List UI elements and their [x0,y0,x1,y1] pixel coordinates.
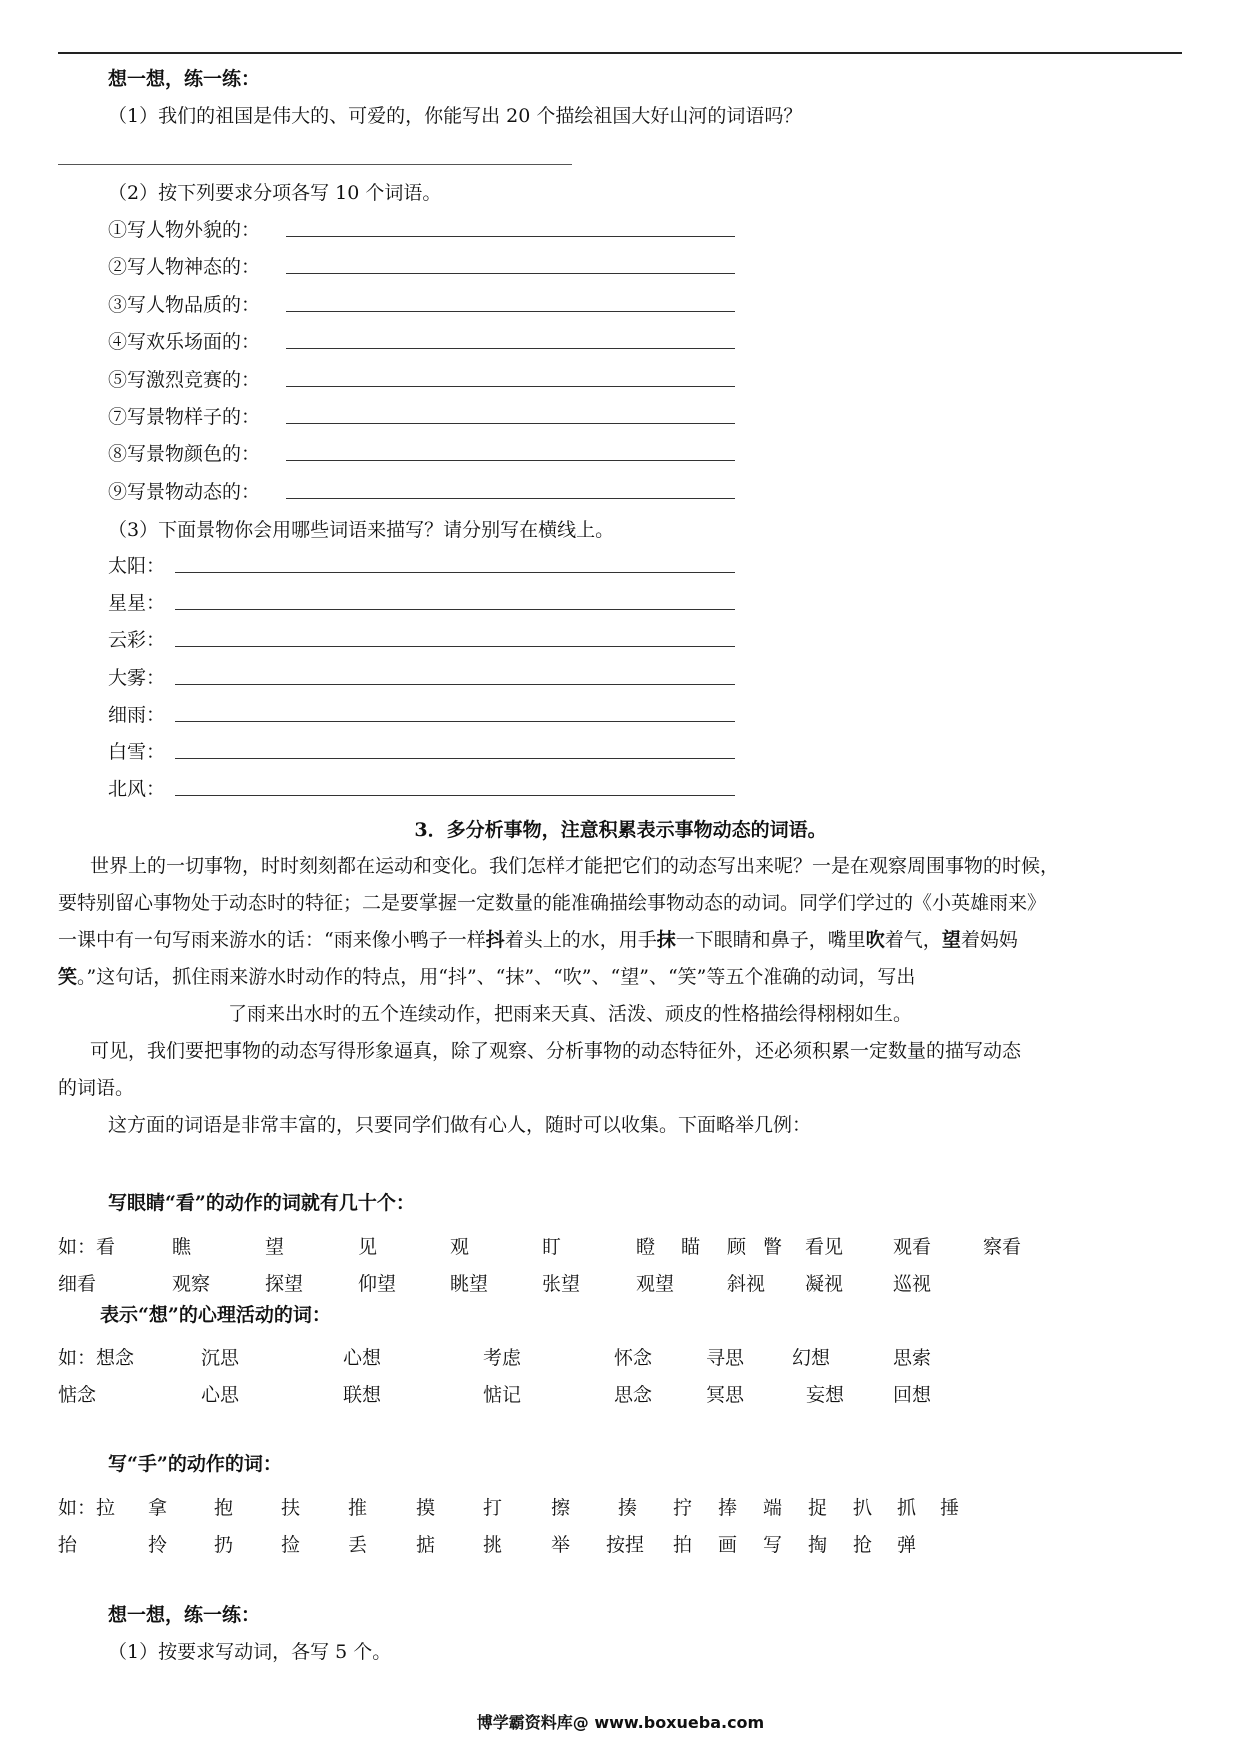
fill-blank[interactable] [286,236,735,237]
word-item: 画 [718,1534,738,1556]
fill-row-label: 云彩： [108,629,166,652]
fill-row-label: 白雪： [108,741,166,763]
fill-row-label: 星星： [108,592,166,615]
fill-row [108,699,165,727]
word-item: 探望 [265,1273,304,1295]
word-item: 捧 [718,1497,738,1519]
fill-row [108,401,260,429]
fill-row [108,326,260,354]
fill-row-label: 细雨： [108,703,166,726]
word-item: 观 [450,1236,470,1258]
word-item: 抢 [853,1534,873,1556]
word-item: 凝视 [805,1273,844,1295]
word-item: 观察 [172,1273,211,1295]
word-item: 联想 [343,1384,382,1406]
word-item: 推 [348,1497,368,1519]
word-item: 丢 [348,1534,368,1556]
word-item: 拎 [148,1534,168,1556]
para2-line2: 的词语。 [58,1077,135,1099]
word-item: 拧 [673,1497,693,1519]
word-item: 写 [763,1534,783,1556]
fill-blank[interactable] [286,273,735,274]
fill-blank[interactable] [286,311,735,312]
verb-xiao: 笑 [58,966,78,988]
verb-chui: 吹 [865,929,885,951]
word-item: 眺望 [450,1273,489,1295]
para1-text: 。”这句话，抓住雨来游水时动作的特点，用“抖”、“抹”、“吹”、“望”、“笑”等五个准确的动词，写出 [77,966,916,988]
word-item: 按捏 [606,1534,645,1556]
word-item: 抬 [58,1534,78,1556]
verb-mo: 抹 [656,929,676,951]
word-item: 看见 [805,1236,844,1258]
section-3-title: 3．多分析事物，注意积累表示事物动态的词语。 [414,819,827,841]
para1-line4 [58,962,915,989]
verb-wang: 望 [941,929,961,951]
word-item: 扔 [214,1534,234,1556]
word-item: 扶 [281,1497,301,1519]
word-item: 如：拉 [58,1497,116,1519]
word-item: 拍 [673,1534,693,1556]
word-item: 拿 [148,1497,168,1519]
question-3: （3）下面景物你会用哪些词语来描写？请分别写在横线上。 [108,519,615,541]
word-item: 捉 [808,1497,828,1519]
word-item: 张望 [542,1273,581,1295]
practice-heading-2: 想一想，练一练： [108,1604,261,1626]
word-item: 察看 [983,1236,1022,1258]
question-2: （2）按下列要求分项各写 10 个词语。 [108,182,442,204]
fill-row [108,736,165,764]
word-item: 惦记 [483,1384,522,1406]
word-item: 思念 [614,1384,653,1406]
word-item: 打 [483,1497,503,1519]
word-item: 观望 [636,1273,675,1295]
word-item: 抱 [214,1497,234,1519]
para1-line1: 世界上的一切事物，时时刻刻都在运动和变化。我们怎样才能把它们的动态写出来呢？一是在观察周围事物的时候， [90,855,1060,877]
fill-row-label: 北风： [108,778,166,801]
fill-blank[interactable] [175,721,735,722]
fill-blank[interactable] [286,498,735,499]
word-item: 考虑 [483,1347,522,1369]
practice-heading: 想一想，练一练： [108,68,261,90]
fill-blank[interactable] [175,572,735,573]
hand-words-heading: 写“手”的动作的词： [108,1453,282,1475]
word-item: 幻想 [792,1347,831,1369]
word-item: 顾 [727,1236,747,1258]
word-item: 如：看 [58,1236,116,1258]
word-item: 回想 [893,1384,932,1406]
word-item: 斜视 [727,1273,766,1295]
fill-blank[interactable] [175,758,735,759]
para1-text: 着气， [884,929,942,951]
question-1-verbs: （1）按要求写动词，各写 5 个。 [108,1641,392,1663]
fill-row [108,289,260,317]
word-item: 惦念 [58,1384,97,1406]
fill-row [108,364,260,392]
word-item: 瞥 [763,1236,783,1258]
fill-row-label: 大雾： [108,666,166,689]
word-item: 掏 [808,1534,828,1556]
fill-row [108,587,165,615]
fill-row [108,773,165,801]
word-item: 抓 [897,1497,917,1519]
word-item: 掂 [416,1534,436,1556]
word-item: 沉思 [201,1347,240,1369]
fill-row-label: ⑨写景物动态的： [108,480,261,503]
word-item: 巡视 [893,1273,932,1295]
para1-line3 [58,925,1018,952]
word-item: 观看 [893,1236,932,1258]
fill-blank[interactable] [175,609,735,610]
fill-blank[interactable] [175,795,735,796]
para3: 这方面的词语是非常丰富的，只要同学们做有心人，随时可以收集。下面略举几例： [108,1114,812,1136]
word-item: 妄想 [806,1384,845,1406]
question-1: （1）我们的祖国是伟大的、可爱的，你能写出 20 个描绘祖国大好山河的词语吗？ [108,105,803,127]
fill-row [108,251,260,279]
fill-row-label: ②写人物神态的： [108,256,261,279]
word-item: 挑 [483,1534,503,1556]
word-item: 捶 [940,1497,960,1519]
footer-source: 博学霸资料库@ www.boxueba.com [476,1713,765,1732]
fill-row-label: ④写欢乐场面的： [108,331,261,354]
word-item: 思索 [893,1347,932,1369]
para1-text: 一下眼睛和鼻子，嘴里 [675,929,866,951]
word-item: 冥思 [706,1384,745,1406]
fill-row-label: ⑦写景物样子的： [108,406,261,428]
fill-blank[interactable] [175,684,735,685]
fill-row-label: ①写人物外貌的： [108,219,261,241]
think-words-heading: 表示“想”的心理活动的词： [100,1304,331,1326]
word-item: 见 [358,1236,378,1258]
fill-blank[interactable] [286,386,735,387]
fill-row [108,476,260,504]
para1-text: 着妈妈 [960,929,1018,951]
word-item: 寻思 [706,1347,745,1369]
word-item: 瞄 [681,1236,701,1258]
word-item: 仰望 [358,1273,397,1295]
fill-row [108,214,260,242]
fill-blank[interactable] [286,460,735,461]
para1-line2: 要特别留心事物处于动态时的特征；二是要掌握一定数量的能准确描绘事物动态的动词。同学们学过的《小英雄雨来》 [58,892,1047,914]
word-item: 揍 [618,1497,638,1519]
word-item: 弹 [897,1534,917,1556]
word-item: 怀念 [614,1347,653,1369]
fill-row-label: ⑤写激烈竞赛的： [108,368,261,391]
word-item: 端 [763,1497,783,1519]
look-words-heading: 写眼睛“看”的动作的词就有几十个： [108,1192,415,1214]
word-item: 细看 [58,1273,97,1295]
word-item: 扒 [853,1497,873,1519]
para1-text: 一课中有一句写雨来游水的话：“雨来像小鸭子一样 [58,929,486,951]
word-item: 举 [551,1534,571,1556]
fill-row-label: ⑧写景物颜色的： [108,443,261,466]
word-item: 如：想念 [58,1347,135,1369]
fill-row [108,550,165,578]
answer-line[interactable] [58,164,572,165]
word-item: 盯 [542,1236,562,1258]
para1-text: 着头上的水，用手 [504,929,657,951]
word-item: 心思 [201,1384,240,1406]
word-item: 心想 [343,1347,382,1369]
fill-row-label: ③写人物品质的： [108,293,261,316]
para2-line1: 可见，我们要把事物的动态写得形象逼真，除了观察、分析事物的动态特征外，还必须积累一定数量的描写动态 [90,1040,1022,1062]
fill-blank[interactable] [286,423,735,424]
top-rule [58,52,1182,54]
word-item: 瞪 [636,1236,656,1258]
word-item: 捡 [281,1534,301,1556]
word-item: 瞧 [172,1236,192,1258]
word-item: 望 [265,1236,285,1258]
fill-row [108,662,165,690]
fill-blank[interactable] [286,348,735,349]
fill-row-label: 太阳： [108,555,166,577]
fill-blank[interactable] [175,646,735,647]
fill-row [108,624,165,652]
word-item: 擦 [551,1497,571,1519]
word-item: 摸 [416,1497,436,1519]
verb-dou: 抖 [485,929,505,951]
para1-line5: 了雨来出水时的五个连续动作，把雨来天真、活泼、顽皮的性格描绘得栩栩如生。 [228,1003,913,1025]
fill-row [108,438,260,466]
